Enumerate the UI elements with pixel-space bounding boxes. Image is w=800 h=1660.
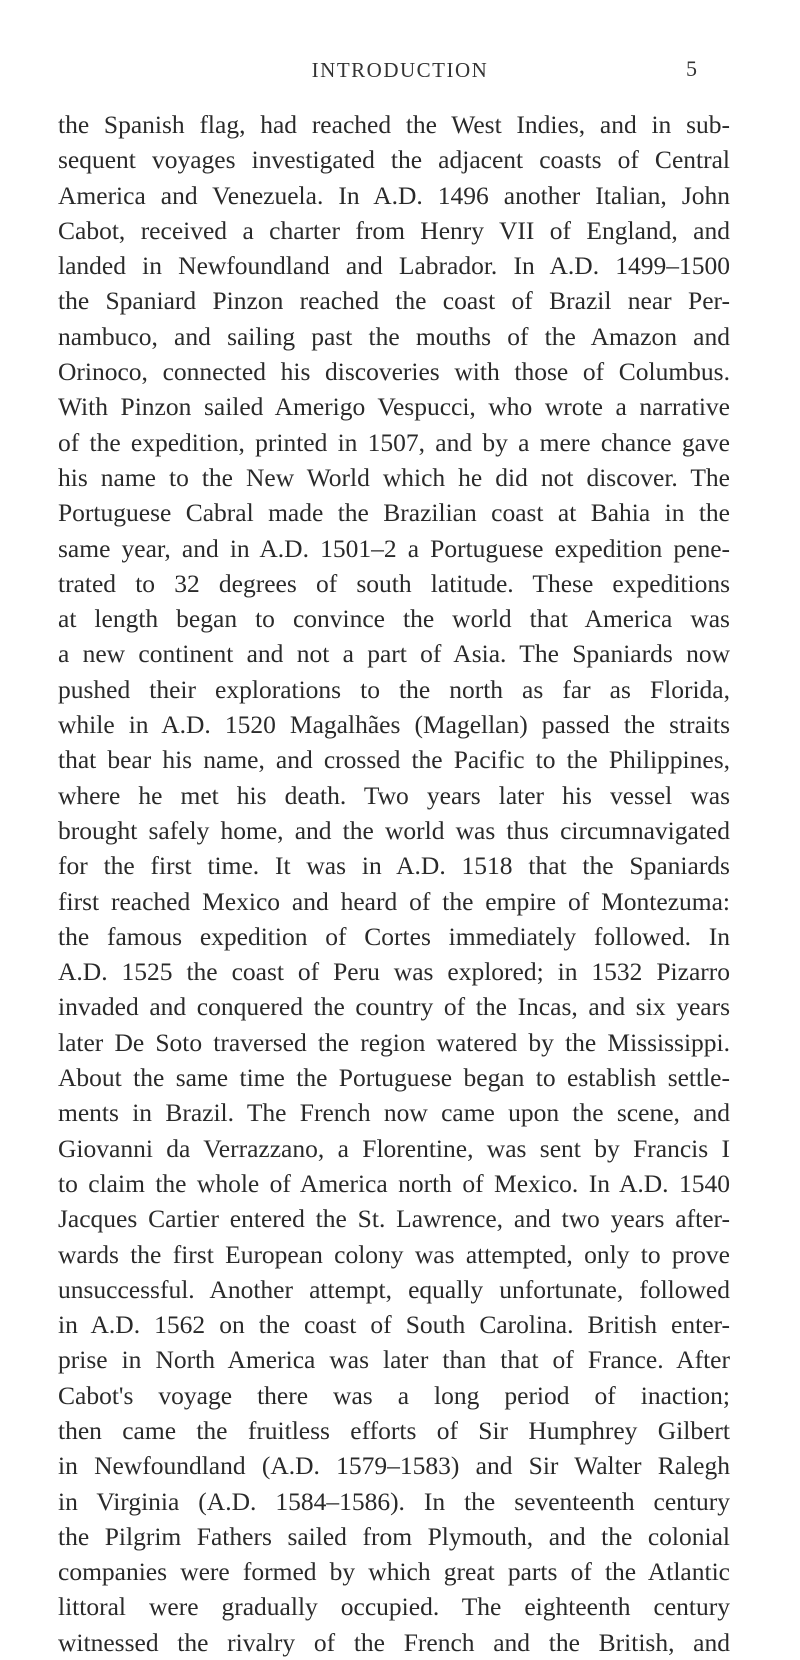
text-line: in Newfoundland (A.D. 1579–1583) and Sir Walter Ralegh [58, 1451, 730, 1481]
text-line: his name to the New World which he did not discover. The [58, 462, 730, 492]
page-number: 5 [686, 56, 697, 81]
text-line: nambuco, and sailing past the mouths of the Amazon and [58, 321, 730, 351]
text-line: pushed their explorations to the north as far as Florida, [58, 674, 730, 704]
text-line: sequent voyages investigated the adjacent coasts of Central [58, 145, 730, 175]
text-line: while in A.D. 1520 Magalhães (Magellan) passed the straits [58, 710, 730, 740]
text-line: About the same time the Portuguese began to establish settle- [58, 1063, 730, 1093]
text-line: in A.D. 1562 on the coast of South Carolina. British enter- [58, 1310, 730, 1340]
text-line: Portuguese Cabral made the Brazilian coast at Bahia in the [58, 498, 730, 528]
text-line: a new continent and not a part of Asia. The Spaniards now [58, 639, 730, 669]
body-paragraph [58, 107, 730, 1660]
text-line: prise in North America was later than that of France. After [58, 1345, 730, 1375]
text-line: Jacques Cartier entered the St. Lawrence, and two years after- [58, 1204, 730, 1234]
text-line: America and Venezuela. In A.D. 1496 another Italian, John [58, 180, 730, 210]
text-line: the famous expedition of Cortes immediately followed. In [58, 921, 730, 951]
text-line: the Spaniard Pinzon reached the coast of Brazil near Per- [58, 286, 730, 316]
text-line: wards the first European colony was attempted, only to prove [58, 1239, 730, 1269]
text-line: brought safely home, and the world was thus circumnavigated [58, 815, 730, 845]
text-line: that bear his name, and crossed the Pacific to the Philippines, [58, 745, 730, 775]
text-line: to claim the whole of America north of Mexico. In A.D. 1540 [58, 1168, 730, 1198]
text-line: A.D. 1525 the coast of Peru was explored; in 1532 Pizarro [58, 957, 730, 987]
text-line: the Spanish flag, had reached the West Indies, and in sub- [58, 110, 730, 139]
text-line: Giovanni da Verrazzano, a Florentine, was sent by Francis I [58, 1133, 730, 1163]
text-line: Cabot, received a charter from Henry VII of England, and [58, 215, 730, 245]
text-line: the Pilgrim Fathers sailed from Plymouth, and the colonial [58, 1521, 730, 1551]
text-line: where he met his death. Two years later his vessel was [58, 780, 730, 810]
text-line: then came the fruitless efforts of Sir Humphrey Gilbert [58, 1415, 730, 1445]
text-line: littoral were gradually occupied. The eighteenth century [58, 1592, 730, 1622]
text-line: of the expedition, printed in 1507, and by a mere chance gave [58, 427, 730, 457]
text-line: ments in Brazil. The French now came upon the scene, and [58, 1098, 730, 1128]
text-line: for the first time. It was in A.D. 1518 that the Spaniards [58, 851, 730, 881]
text-line: With Pinzon sailed Amerigo Vespucci, who wrote a narrative [58, 392, 730, 422]
text-line: first reached Mexico and heard of the empire of Montezuma: [58, 886, 730, 916]
text-line: Orinoco, connected his discoveries with those of Columbus. [58, 357, 730, 387]
text-line: at length began to convince the world that America was [58, 604, 730, 634]
text-line: landed in Newfoundland and Labrador. In A.D. 1499–1500 [58, 251, 730, 281]
text-line: companies were formed by which great parts of the Atlantic [58, 1557, 730, 1587]
text-line: in Virginia (A.D. 1584–1586). In the seventeenth century [58, 1486, 730, 1516]
text-line: Cabot's voyage there was a long period of inaction; [58, 1380, 730, 1410]
running-title: INTRODUCTION [311, 58, 489, 82]
text-line: trated to 32 degrees of south latitude. These expeditions [58, 568, 730, 598]
text-line: later De Soto traversed the region watered by the Mississippi. [58, 1027, 730, 1057]
text-line: unsuccessful. Another attempt, equally unfortunate, followed [58, 1274, 730, 1304]
text-line: invaded and conquered the country of the Incas, and six years [58, 992, 730, 1022]
text-line: witnessed the rivalry of the French and the British, and [58, 1627, 730, 1657]
text-line: same year, and in A.D. 1501–2 a Portuguese expedition pene- [58, 533, 730, 563]
